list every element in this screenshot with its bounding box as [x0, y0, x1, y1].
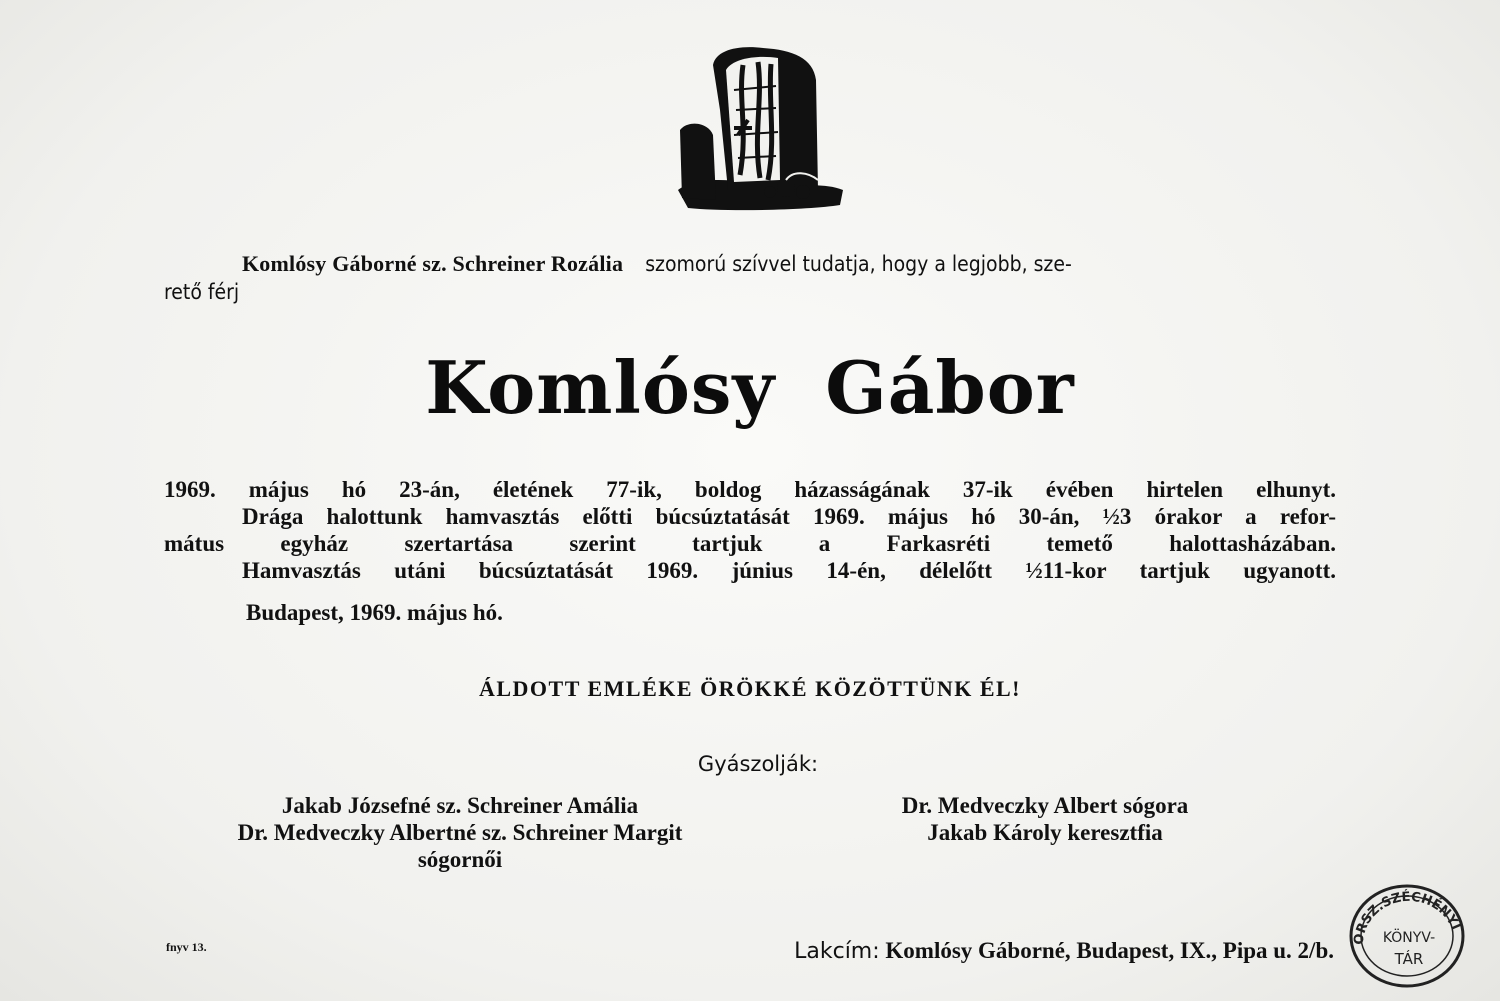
printer-mark: fnyv 13. [166, 940, 207, 954]
stamp-arc-text: ORSZ.SZÉCHÉNYI [1351, 889, 1463, 946]
stamp-mid-text: KÖNYV- [1382, 930, 1436, 946]
body-line-1: 1969. május hó 23-án, életének 77-ik, boldog házasságának 37-ik évében hirtelen elhunyt. [164, 477, 1336, 502]
place-date: Budapest, 1969. május hó. [246, 600, 503, 625]
mourners-left-column [140, 792, 780, 873]
intro-text-line2: rető férj [164, 280, 240, 304]
deceased-name: Komlósy Gábor [425, 345, 1075, 430]
mourner-right-1: Dr. Medveczky Albert sógora [901, 793, 1189, 818]
mourning-tombstone-icon [668, 40, 848, 215]
body-line-4: Hamvasztás utáni búcsúztatását 1969. június 14-én, délelőtt ½11-kor tartjuk ugyanott. [242, 558, 1336, 583]
intro-paragraph [164, 250, 1336, 306]
mourner-left-2: Dr. Medveczky Albertné sz. Schreiner Margit [237, 820, 683, 845]
stamp-bottom-text: TÁR [1394, 950, 1424, 968]
body-line-2: Drága halottunk hamvasztás előtti búcsúztatását 1969. május hó 30-án, ½3 órakor a refor- [242, 504, 1336, 529]
mourner-right-2: Jakab Károly keresztfia [927, 820, 1163, 845]
mourner-left-relation: sógornői [417, 847, 503, 872]
mourner-left-1: Jakab Józsefné sz. Schreiner Amália [281, 793, 639, 818]
library-stamp-icon [1345, 880, 1470, 990]
notice-body [164, 476, 1336, 584]
body-line-3: mátus egyház szertartása szerint tartjuk a Farkasréti temető halottasházában. [164, 531, 1336, 556]
address-line [794, 938, 1334, 964]
mourners-right-column [800, 792, 1290, 846]
announcer-names: Komlósy Gáborné sz. Schreiner Rozália [242, 251, 624, 276]
memorial-motto: ÁLDOTT EMLÉKE ÖRÖKKÉ KÖZÖTTÜNK ÉL! [478, 676, 1021, 701]
mourners-label: Gyászolják: [697, 752, 819, 776]
address-value: Komlósy Gáborné, Budapest, IX., Pipa u. 2/b. [885, 938, 1334, 963]
address-label: Lakcím: [794, 939, 880, 964]
intro-text-line1: szomorú szívvel tudatja, hogy a legjobb, sze- [645, 252, 1072, 276]
